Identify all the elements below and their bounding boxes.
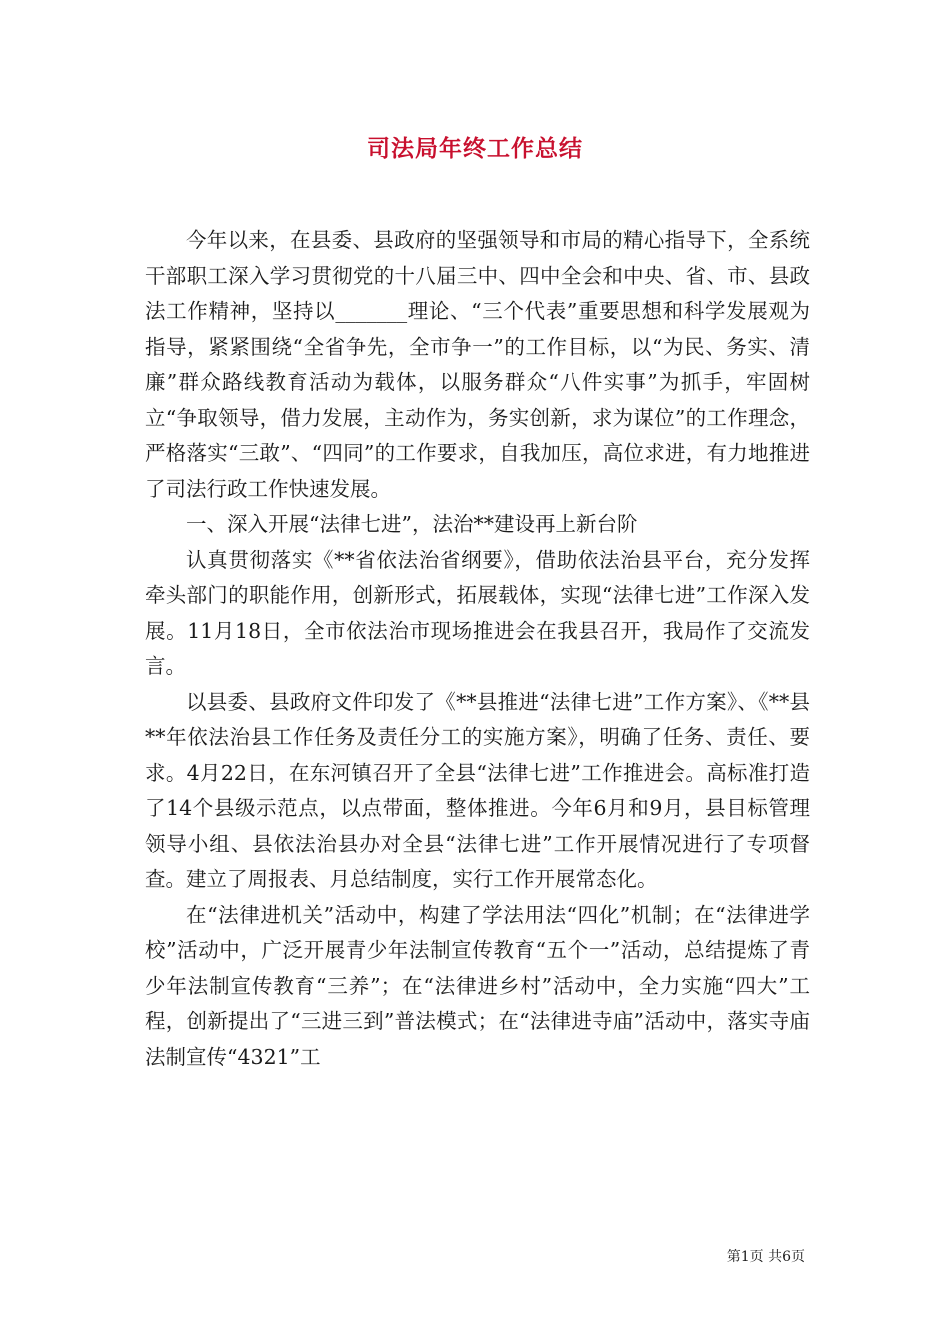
paragraph-3: 在“法律进机关”活动中，构建了学法用法“四化”机制；在“法律进学校”活动中，广泛开展青少年法制宣传教育“五个一”活动，总结提炼了青少年法制宣传教育“三养”；在“法律进乡村”活动中，全力实施“四大”工程，创新提出了“三进三到”普法模式；在“法律进寺庙”活动中，落实寺庙法制宣传“4321”工 (145, 902, 810, 1069)
document-title: 司法局年终工作总结 (367, 135, 583, 162)
document-body (145, 223, 810, 1075)
paragraph-intro: 今年以来，在县委、县政府的坚强领导和市局的精心指导下，全系统干部职工深入学习贯彻党的十八届三中、四中全会和中央、省、市、县政法工作精神，坚持以_______理论、“三个代表”重要思想和科学发展观为指导，紧紧围绕“全省争先，全市争一”的工作目标，以“为民、务实、清廉”群众路线教育活动为载体，以服务群众“八件实事”为抓手，牢固树立“争取领导，借力发展，主动作为，务实创新，求为谋位”的工作理念，严格落实“三敢”、“四同”的工作要求，自我加压，高位求进，有力地推进了司法行政工作快速发展。 (145, 228, 810, 501)
page-number-footer: 第1页 共6页 (726, 1249, 805, 1265)
paragraph-2: 以县委、县政府文件印发了《**县推进“法律七进”工作方案》、《**县**年依法治县工作任务及责任分工的实施方案》，明确了任务、责任、要求。4月22日，在东河镇召开了全县“法律七进”工作推进会。高标准打造了14个县级示范点，以点带面，整体推进。今年6月和9月，县目标管理领导小组、县依法治县办对全县“法律七进”工作开展情况进行了专项督查。建立了周报表、月总结制度，实行工作开展常态化。 (145, 689, 810, 891)
section-heading-1: 一、深入开展“法律七进”，法治**建设再上新台阶 (186, 512, 638, 536)
paragraph-1: 认真贯彻落实《**省依法治省纲要》，借助依法治县平台，充分发挥牵头部门的职能作用，创新形式，拓展载体，实现“法律七进”工作深入发展。11月18日，全市依法治市现场推进会在我县召开，我局作了交流发言。 (145, 547, 810, 678)
